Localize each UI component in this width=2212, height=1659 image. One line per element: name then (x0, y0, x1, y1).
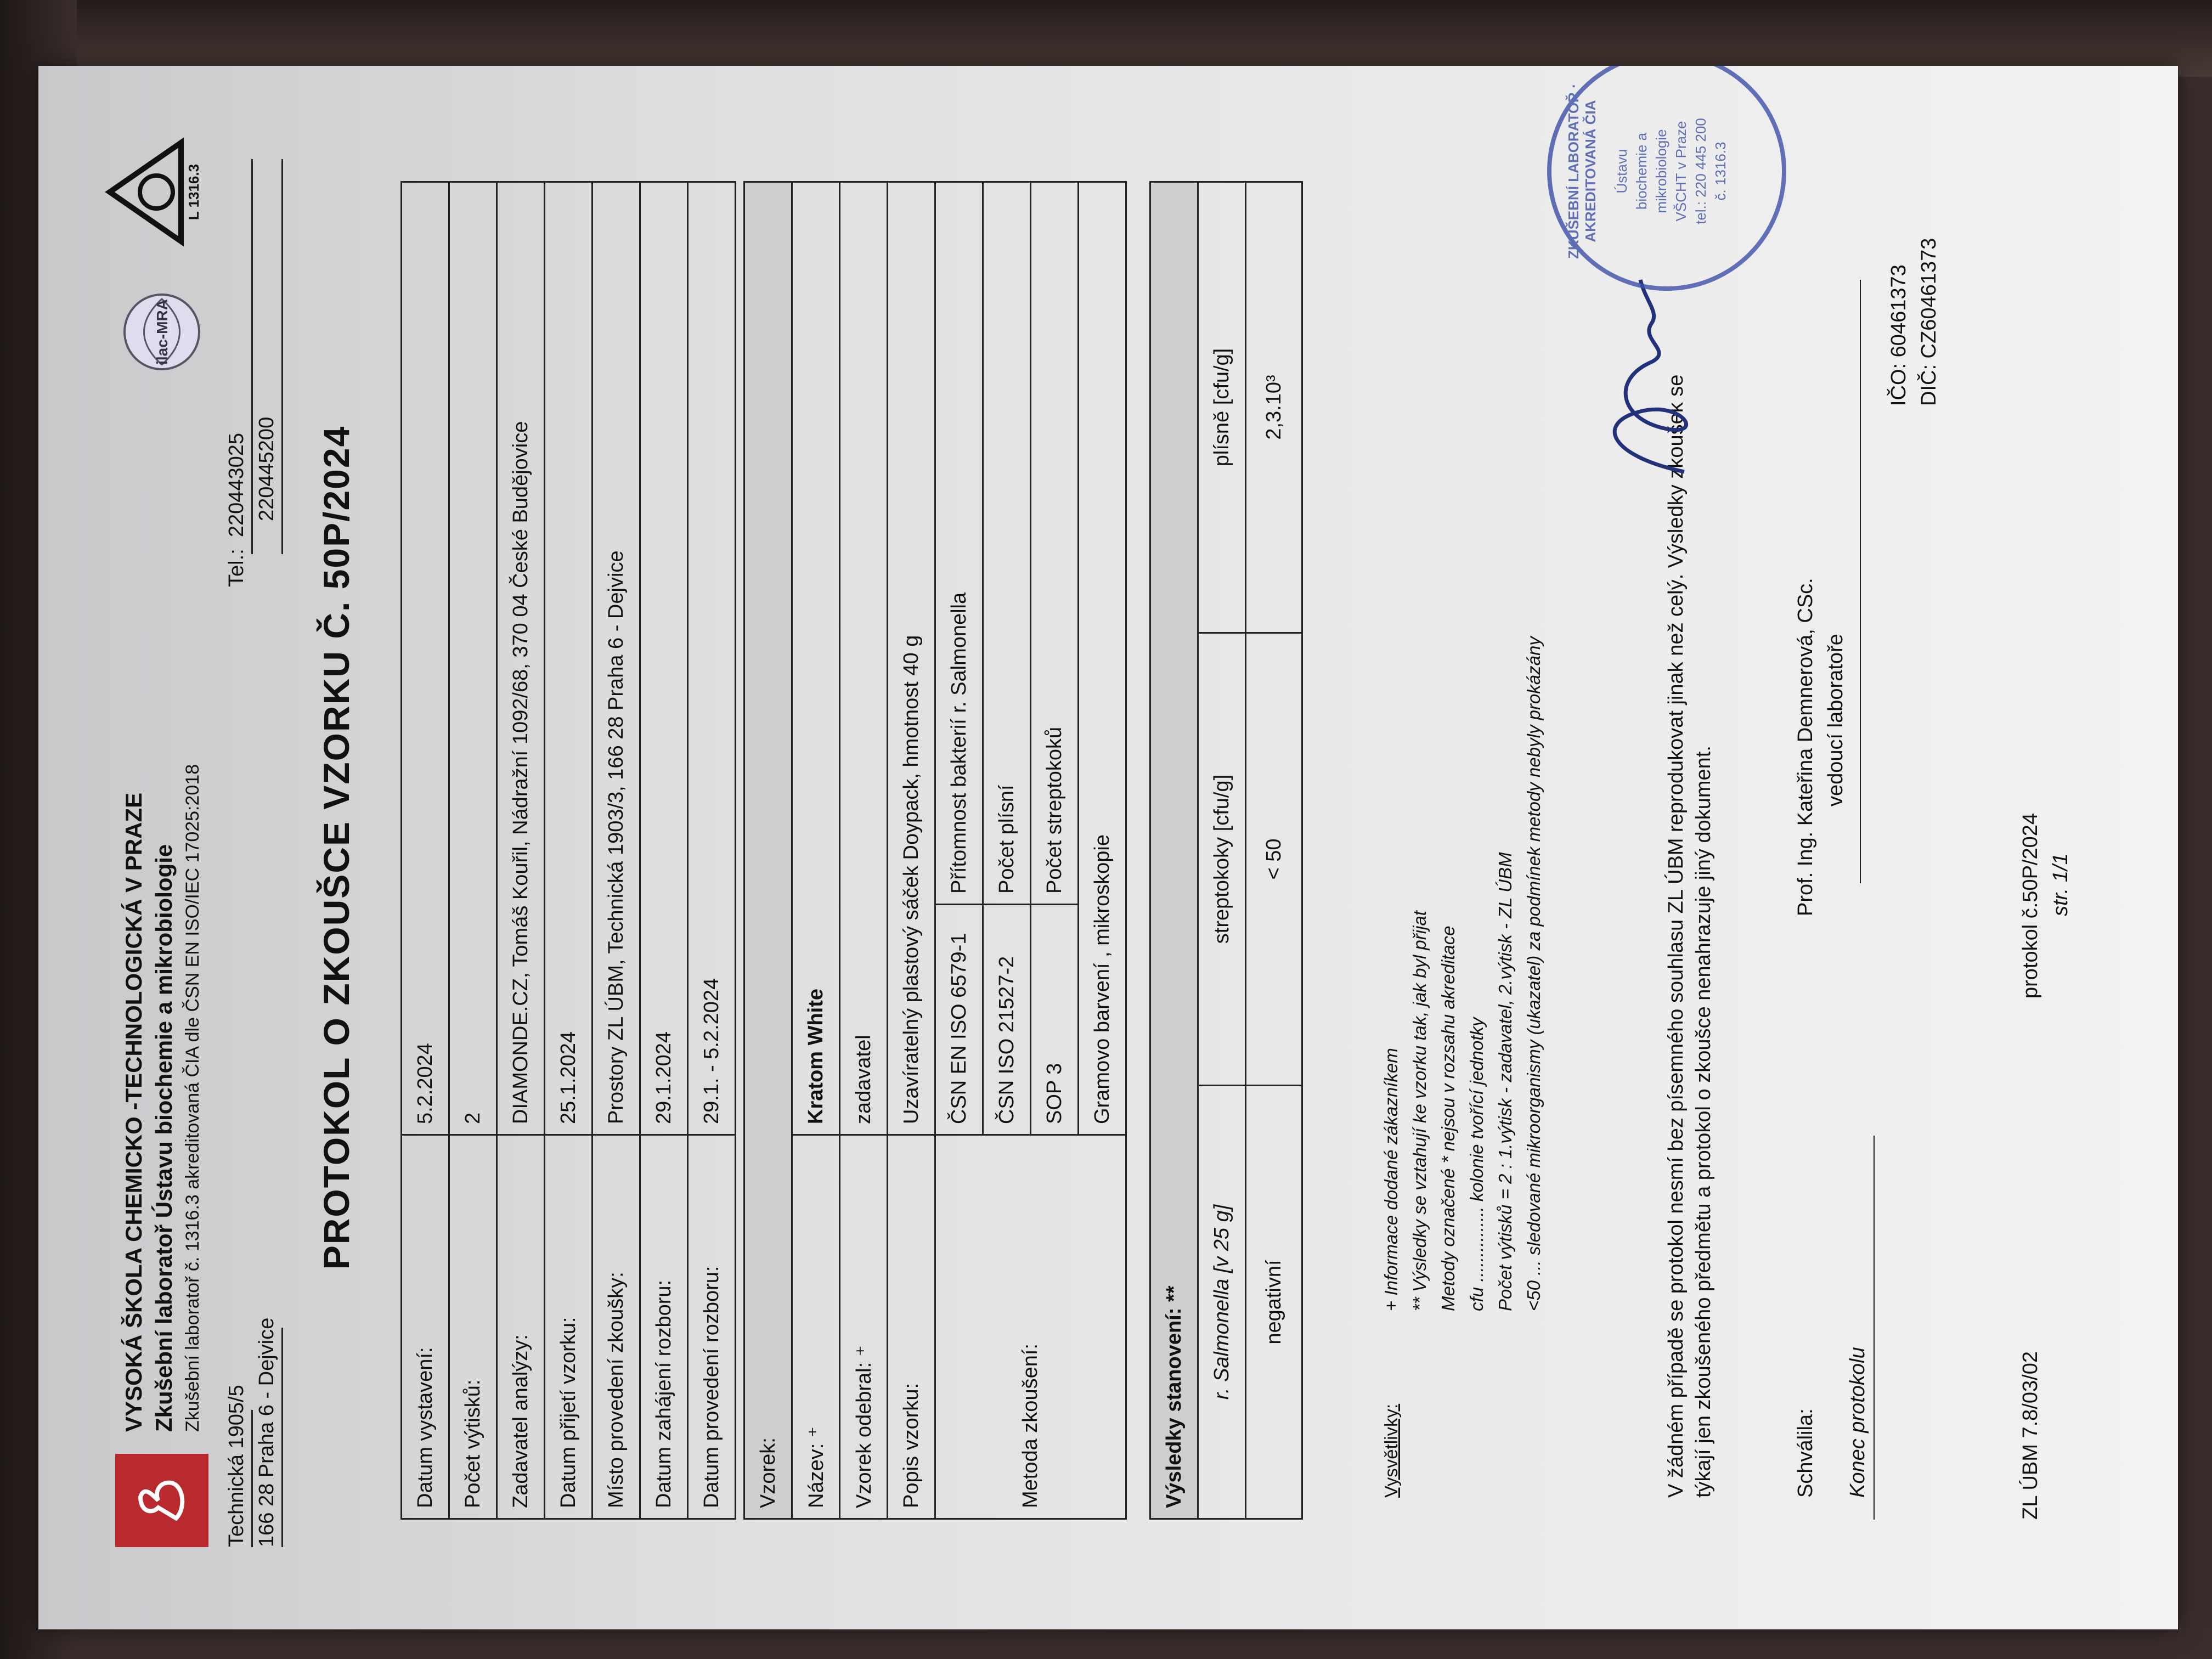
table-row: Gramovo barvení , mikroskopie (1079, 182, 1126, 1519)
table-row: Datum provedení rozboru: 29.1. - 5.2.2024 (688, 182, 736, 1519)
laboratory-name: Zkušební laboratoř Ústavu biochemie a mikrobiologie (151, 844, 177, 1432)
signature (1564, 258, 1739, 488)
notes-label: Vysvětlivky: (1381, 1403, 1401, 1498)
table-row: negativní < 50 2,3.10³ (1246, 182, 1302, 1519)
rule (251, 1410, 253, 1547)
laboratory-stamp: ZKUŠEBNÍ LABORATOŘ · AKREDITOVANÁ ČIA Ústavu biochemie a mikrobiologie VŠCHT v Praze tel.: 220 445 200 č. 1316.3 (1547, 66, 1786, 291)
table-row: Datum vystavení: 5.2.2024 (402, 182, 449, 1519)
approved-label: Schválila: (1794, 1408, 1817, 1498)
table-row: Datum přijetí vzorku: 25.1.2024 (545, 182, 592, 1519)
form-code: ZL ÚBM 7.8/03/02 (2019, 1351, 2042, 1520)
protocol-title: PROTOKOL O ZKOUŠCE VZORKU Č. 50P/2024 (316, 425, 357, 1270)
sample-table (743, 181, 1127, 1520)
signature-line (1860, 280, 1861, 883)
address-street: Technická 1905/5 (225, 1385, 248, 1547)
table-row: SOP 3 Počet streptokoků (1031, 182, 1079, 1519)
background-top (0, 0, 2212, 77)
vscht-logo (115, 1454, 208, 1547)
table-row: Vzorek: (744, 182, 792, 1519)
approver-role: vedoucí laboratoře (1824, 634, 1847, 806)
protocol-document (38, 66, 2178, 1629)
table-row: Počet výtisků: 2 (449, 182, 497, 1519)
disclaimer: V žádném případě se protokol nesmí bez písemného souhlasu ZL ÚBM reprodukovat jinak než celý. Výsledky zkoušek se týkají jen zkoušeného předmětu a protokol o zkoušce nenahrazuje jiný dokument. (1664, 374, 1715, 1498)
cia-accreditation-logo (104, 137, 203, 247)
institution-name: VYSOKÁ ŠKOLA CHEMICKO -TECHNOLOGICKÁ V PRAZE (121, 792, 146, 1432)
table-row: Výsledky stanovení: ** (1150, 182, 1198, 1519)
table-row: ČSN ISO 21527-2 Počet plísní (983, 182, 1031, 1519)
accreditation-line: Zkušební laboratoř č. 1316.3 akreditovaná ČIA dle ČSN EN ISO/IEC 17025:2018 (182, 764, 203, 1432)
ilac-text: ilac-MRA (154, 299, 171, 365)
tel-line-2: 220445200 (255, 416, 278, 521)
rule (251, 159, 253, 554)
address-city: 166 28 Praha 6 - Dejvice (255, 1317, 278, 1547)
table-row: Místo provedení zkoušky: Prostory ZL ÚBM, Technická 1903/3, 166 28 Praha 6 - Dejvice (592, 182, 640, 1519)
table-row: Datum zahájení rozboru: 29.1.2024 (640, 182, 688, 1519)
table-row: Popis vzorku: Uzavíratelný plastový sáček Doypack, hmotnost 40 g (888, 182, 935, 1519)
end-of-protocol: Konec protokolu (1846, 1347, 1869, 1498)
info-table (400, 181, 736, 1520)
rule (281, 1328, 283, 1547)
svg-text:L 1316.3: L 1316.3 (185, 163, 202, 221)
protocol-reference: protokol č.50P/2024 (2019, 812, 2042, 998)
ilac-mra-logo (121, 285, 203, 379)
table-row: r. Salmonella [v 25 g] streptokoky [cfu/g] plísně [cfu/g] (1198, 182, 1246, 1519)
table-row: Vzorek odebral: ⁺ zadavatel (840, 182, 888, 1519)
paper-sheet (38, 66, 2178, 1629)
ico: IČO: 60461373 (1887, 264, 1910, 406)
notes-list: + Informace dodané zákazníkem ** Výsledky se vztahují ke vzorku tak, jak byl přijat Metody označené * nejsou v rozsahu akreditace cfu ............... kolonie tvořící jednotky Počet výtisků = 2 : 1.výtisk - zadavatel, 2.výtisk - ZL ÚBM <50 ... sledované mikroorganismy (ukazatel) za podmínek metody nebyly prokázány (1381, 636, 1544, 1311)
page-number: str. 1/1 (2049, 853, 2072, 916)
rule (281, 159, 283, 554)
table-row: Název: ⁺ Kratom White (792, 182, 840, 1519)
rule (1874, 1136, 1875, 1520)
table-row: Metoda zkoušení: ČSN EN ISO 6579-1 Přítomnost bakterií r. Salmonella (935, 182, 983, 1519)
dic: DIČ: CZ60461373 (1917, 238, 1940, 406)
tel-line: Tel.: 220443025 (225, 432, 248, 587)
results-table (1149, 181, 1303, 1520)
approver-name: Prof. Ing. Kateřina Demnerová, CSc. (1794, 578, 1817, 916)
table-row: Zadavatel analýzy: DIAMONDE.CZ, Tomáš Kouřil, Nádražní 1092/68, 370 04 České Budějovice (497, 182, 545, 1519)
